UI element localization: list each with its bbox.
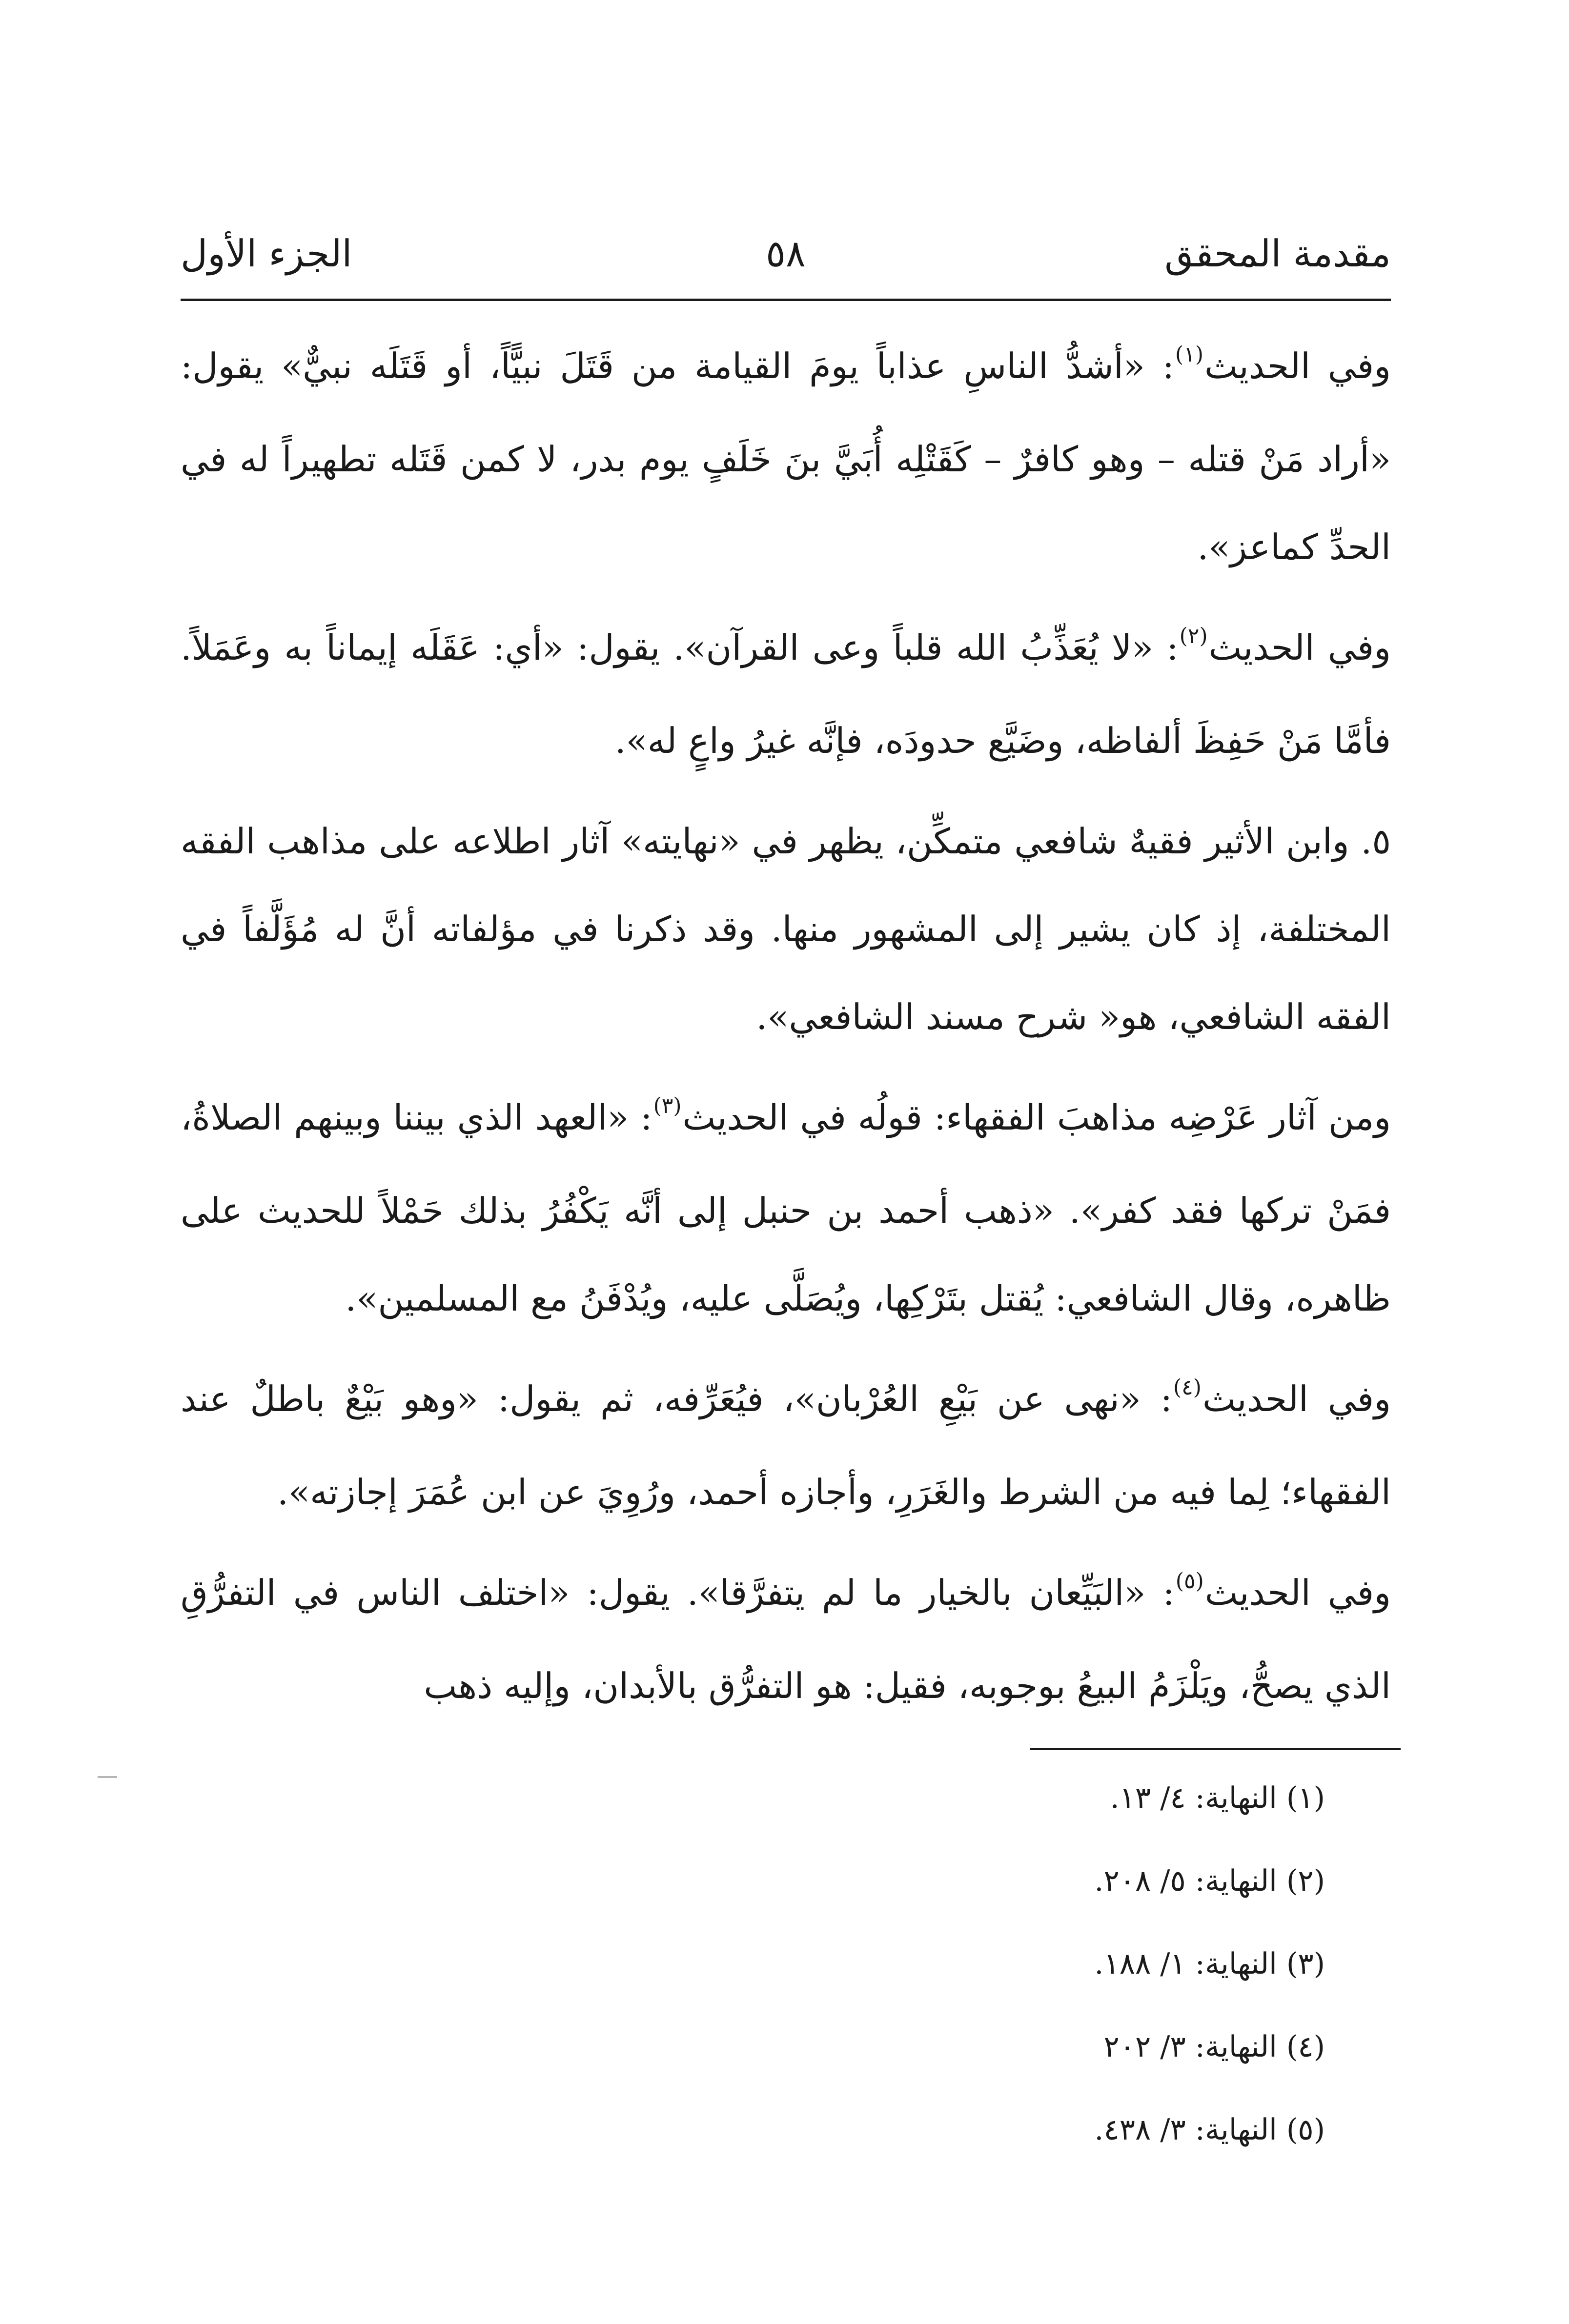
footnotes-list (739, 1757, 1325, 2171)
paragraph-text: وفي الحديث (1202, 1378, 1391, 1419)
footnote-item: (٤) النهاية: ٣/ ٢٠٢ (1103, 2030, 1325, 2064)
paragraph-text: : «نهى عن بَيْعِ العُرْبان»، فيُعَرِّفه، ثم يقول: «وهو بَيْعٌ باطلٌ عند الفقهاء؛ لِما فيه من الشرط والغَرَرِ، وأجازه أحمد، ورُوِيَ عن ابن عُمَرَ إجازته». (181, 1378, 1391, 1513)
scan-artifact (98, 1776, 117, 1778)
page-number: ٥٨ (766, 232, 806, 275)
footnote-item: (٥) النهاية: ٣/ ٤٣٨. (1094, 2113, 1325, 2147)
footnote-item: (١) النهاية: ٤/ ١٣. (1110, 1781, 1325, 1815)
paragraph-text: ٥. وابن الأثير فقيهٌ شافعي متمكِّن، يظهر في «نهايته» آثار اطلاعه على مذاهب الفقه المختلفة، إذ كان يشير إلى المشهور منها. وقد ذكرنا في مؤلفاته أنَّ له مُؤَلَّفاً في الفقه الشافعي، هو« شرح مسند الشافعي». (181, 821, 1391, 1037)
footnote-reference: (٥) (1175, 1569, 1204, 1594)
footnote-reference: (٢) (1179, 624, 1208, 648)
section-title: مقدمة المحقق (1164, 232, 1391, 275)
footnote-reference: (٣) (653, 1093, 682, 1118)
paragraph-text: ومن آثار عَرْضِه مذاهبَ الفقهاء: قولُه في الحديث (682, 1097, 1391, 1138)
footnote-reference: (١) (1175, 342, 1203, 367)
paragraph-hadith-2 (181, 604, 1391, 785)
header-divider (181, 299, 1391, 301)
paragraph-text: : «أشدُّ الناسِ عذاباً يومَ القيامة من قَتَلَ نبيًّاً، أو قَتَلَه نبيٌّ» يقول: «أراد مَنْ قتله – وهو كافرٌ – كَقَتْلِه أُبَيَّ بنَ خَلَفٍ يوم بدر، لا كمن قَتَله تطهيراً له في الحدِّ كماعز». (181, 345, 1391, 567)
paragraph-text: : «العهد الذي بيننا وبينهم الصلاةُ، فمَنْ تركها فقد كفر». «ذهب أحمد بن حنبل إلى أنَّه يَكْفُرُ بذلك حَمْلاً للحديث على ظاهره، وقال الشافعي: يُقتل بتَرْكِها، ويُصَلَّى عليه، ويُدْفَنُ مع المسلمين». (181, 1097, 1391, 1319)
paragraph-hadith-3 (181, 1073, 1391, 1342)
main-text (181, 322, 1391, 1742)
paragraph-text: وفي الحديث (1204, 345, 1391, 386)
paragraph-text: وفي الحديث (1208, 627, 1391, 668)
paragraph-hadith-5 (181, 1549, 1391, 1730)
footnote-divider (1030, 1748, 1401, 1750)
paragraph-hadith-4 (181, 1355, 1391, 1536)
paragraph-hadith-1 (181, 322, 1391, 591)
paragraph-point-5 (181, 797, 1391, 1061)
footnote-reference: (٤) (1173, 1375, 1202, 1400)
paragraph-text: : «لا يُعَذِّبُ الله قلباً وعى القرآن». يقول: «أي: عَقَلَه إيماناً به وعَمَلاً. فأمَّا مَنْ حَفِظَ ألفاظه، وضَيَّع حدودَه، فإنَّه غيرُ واعٍ له». (181, 627, 1391, 761)
footnote-item: (٢) النهاية: ٥/ ٢٠٨. (1094, 1864, 1325, 1898)
footnote-item: (٣) النهاية: ١/ ١٨٨. (1094, 1947, 1325, 1981)
running-header (181, 210, 1391, 293)
paragraph-text: : «البَيِّعان بالخيار ما لم يتفرَّقا». يقول: «اختلف الناس في التفرُّقِ الذي يصحُّ، ويَلْزَمُ البيعُ بوجوبه، فقيل: هو التفرُّق بالأبدان، وإليه ذهب (181, 1572, 1391, 1706)
volume-label: الجزء الأول (181, 232, 352, 275)
paragraph-text: وفي الحديث (1204, 1572, 1391, 1613)
